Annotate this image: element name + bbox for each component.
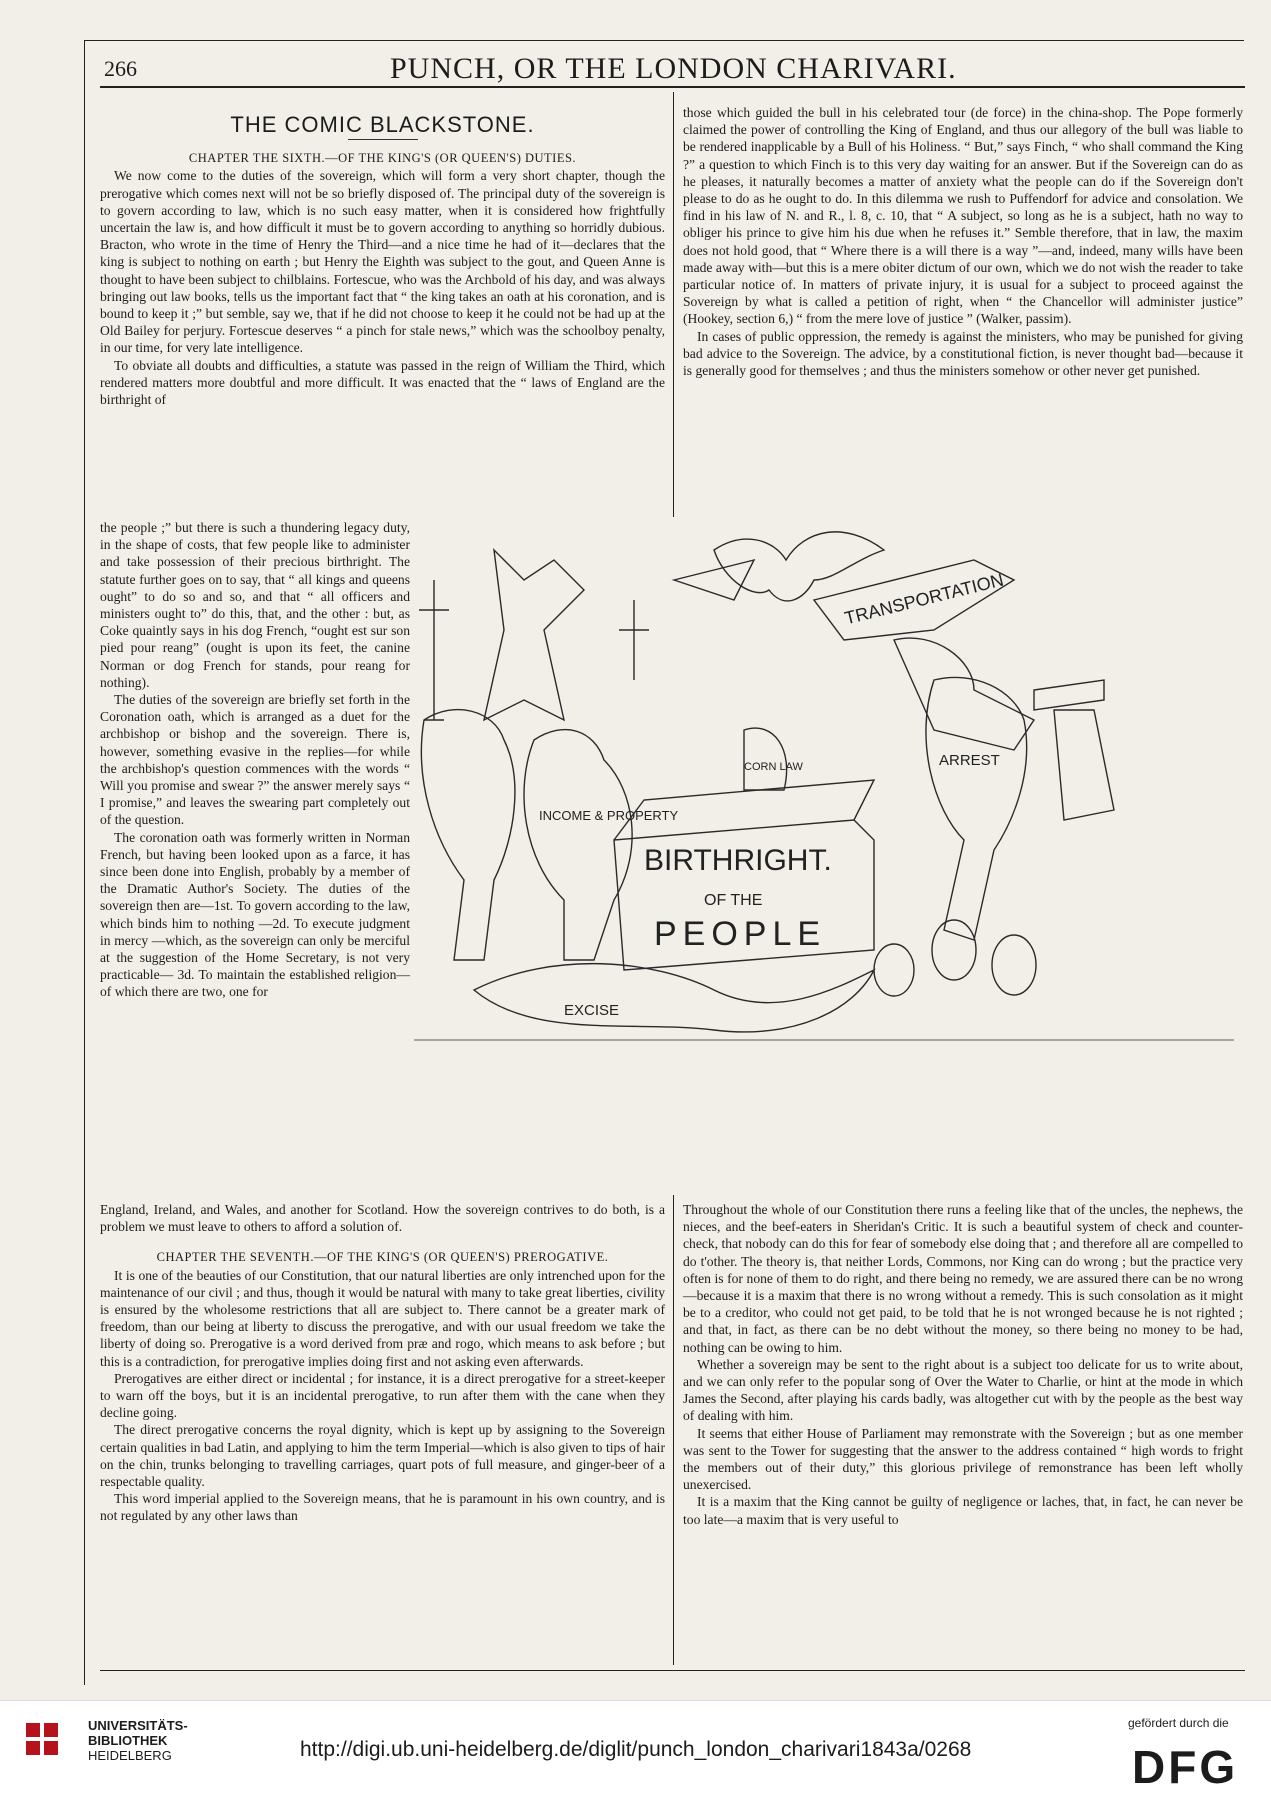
paragraph: In cases of public oppression, the remedy is against the ministers, who may be punished for giving bad advice to the Sovereign. The advice, by a constitutional fiction, is never thought bad—because it is generally good for themselves ; and thus the ministers somehow or other never get punished. [683, 328, 1243, 379]
paragraph: Prerogatives are either direct or incidental ; for instance, it is a direct prerogative for a street-keeper to warn off the boys, but it is an incidental prerogative, to run after them with the cane when they decline going. [100, 1370, 665, 1421]
dfg-logo: DFG [1132, 1741, 1239, 1793]
barrel [874, 944, 914, 996]
chest-label-2: OF THE [704, 892, 763, 909]
left-column-top [100, 98, 665, 408]
paragraph: the people ;” but there is such a thundering legacy duty, in the shape of costs, that few people like to administer and take possession of their precious birthright. The statute further goes on to say, that “ all kings and queens ought” to do so and so, and that “ all officers and ministers ought to” do this, that, and the other : but, as Coke quaintly says in his dog French, “ought est sur son pied pour reang” (ought is upon its feet, the canine Norman or dog French for stands, pour reang for nothing). [100, 520, 410, 690]
paragraph: This word imperial applied to the Sovereign means, that he is paramount in his own country, and is not regulated by any other laws than [100, 1491, 665, 1524]
paragraph: The direct prerogative concerns the royal dignity, which is kept up by assigning to the Sovereign certain qualities in bad Latin, and applying to him the term Imperial—which is also given to tips of hair on the chin, trunks belonging to travelling carriages, quart pots of full measure, and ginger-beer of a respectable quality. [100, 1422, 665, 1490]
winged-figure [894, 638, 1034, 750]
puppet-left [419, 580, 449, 720]
paragraph: To obviate all doubts and difficulties, a statute was passed in the reign of William the Third, which rendered matters more doubtful and more difficult. It was enacted that the “ laws of England are the birthright of [100, 357, 665, 408]
right-column-bottom [683, 1201, 1243, 1528]
paragraph: The coronation oath was formerly written in Norman French, but having been looked upon as a farce, it has since been done into English, probably by a member of the Dramatic Author's Society. The duties of the sovereign then are—1st. To govern according to the law, which binds him to nothing —2d. To execute judgment in mercy —which, as the sovereign can only be merciful at the suggestion of the Home Secretary, is not very practicable— 3d. To maintain the established religion—of which there are two, one for [100, 829, 410, 1000]
chapter-heading: CHAPTER THE SIXTH.—OF THE KING'S (OR QUEEN'S) DUTIES. [188, 151, 577, 166]
excise-dragon [474, 964, 874, 1032]
paragraph: those which guided the bull in his celebrated tour (de force) in the china-shop. The Pope formerly claimed the power of controlling the King of England, and thus our allegory of the bull was liable to be rendered inapplicable by a Bull of his Holiness. “ But,” says Finch, “ who shall command the King ?” a question to which Finch is to this very day waiting for an answer. But if the Sovereign can do as he pleases, it naturally becomes a matter of anxiety what the people can do if the Sovereign don't please to do as he ought to do. In this dilemma we rush to Puffendorf for advice and consolation. We find in his law of N. and R., l. 8, c. 10, that “ A subject, so long as he is a subject, hath no way to obliger his prince to give him his due when he refuses it.” Semble therefore, that in law, the maxim does not hold good, that “ Where there is a will there is a way ”—and, indeed, many wills have been made away with—but this is a mere obiter dictum of our own, which we do not wish the reader to take particular notice of. In matters of private injury, it is usual for a subject to proceed against the Sovereign by what is called a petition of right, when “ the Chancellor will administer justice” (Hookey, section 6,) “ from the mere love of justice ” (Walker, passim). [683, 105, 1243, 327]
paragraph: Throughout the whole of our Constitution there runs a feeling like that of the uncles, the nephews, the nieces, and the beef-eaters in Sheridan's Critic. It is such a beautiful system of check and counter-check, that nobody can do this for fear of somebody else doing that ; and therefore all are compelled to do t'other. The theory is, that neither Lords, Commons, nor King can do wrong ; but the practice very often is for none of them to do right, and there being no remedy, we are assured there can be no wrong—because it is a maxim that there is no wrong without a remedy. This is such consolation as it might be to a creditor, who could not get paid, to be told that he is not wronged because he is not righted ; and that, in fact, as there can be no debt without the money, so there being no money to be had, nothing can be owing to him. [683, 1202, 1243, 1355]
chest-label-1: BIRTHRIGHT. [644, 844, 832, 877]
paragraph: We now come to the duties of the sovereign, which will form a very short chapter, though the prerogative which comes next will not be so briefly disposed of. The principal duty of the sovereign is to govern according to law, which is no such easy matter, when it is considered how frightfully uncertain the law is, and how difficult it must be to govern according to anything so horridly dubious. Bracton, who wrote in the time of Henry the Third—and a nice time he had of it—declares that the king is subject to nothing on earth ; but Henry the Eighth was subject to the gout, and Queen Anne is thought to have been subject to chilblains. Fortescue, who was the Archbold of his day, and was always bringing out law books, tells us the important fact that “ the king takes an oath at his coronation, and is bound to keep it ;” but semble, say we, that if he did not choose to keep it he could not be had up at the Old Bailey for perjury. Fortescue deserves “ a pinch for stale news,” which was the schoolboy penalty, in our time, for very late intelligence. [100, 168, 665, 356]
heading-rule [348, 139, 418, 140]
corn-law-label: CORN LAW [744, 761, 803, 773]
heidelberg-logo-icon [22, 1717, 80, 1767]
left-column-bottom [100, 1201, 665, 1525]
stout-man [421, 710, 515, 960]
library-name [88, 1718, 188, 1763]
barrel [992, 935, 1036, 995]
cartoon-illustration [414, 520, 1244, 1182]
arrest-label: ARREST [939, 752, 1000, 769]
bat-wing-left [674, 560, 754, 600]
page-number: 266 [104, 56, 137, 81]
excise-label: EXCISE [564, 1002, 620, 1019]
right-column-top [683, 104, 1243, 379]
library-line: HEIDELBERG [88, 1748, 172, 1763]
frame-left-rule [84, 40, 85, 1685]
paragraph: It is one of the beauties of our Constitution, that our natural liberties are only intrenched upon for the maintenance of our civil ; and thus, though it would be natural with many to take great liberties, civility is ensured by the wholesome restrictions that all are subject to. There cannot be a greater mark of freedom, than our being at liberty to discuss the prerogative, and with our usual freedom we take the liberty of doing so. Prerogative is a word derived from præ and rogo, which means to ask before ; but this is a contradiction, for prerogative implies doing first and not asking even afterwards. [100, 1267, 665, 1369]
income-sack-label: INCOME & PROPERTY [539, 808, 679, 823]
chest-label-3: PEOPLE [654, 915, 827, 953]
income-sack-man [524, 730, 632, 960]
library-line: UNIVERSITÄTS- [88, 1718, 188, 1733]
source-url-link[interactable]: http://digi.ub.uni-heidelberg.de/diglit/punch_london_charivari1843a/0268 [300, 1738, 972, 1761]
paragraph: The duties of the sovereign are briefly set forth in the Coronation oath, which is arranged as a duet for the archbishop or bishop and the sovereign. There is, however, something evasive in the replies—for while the archbishop's question commences with the words “ Will you promise and swear ?” the answer merely says “ I promise,” and leaves the swearing part completely out of the question. [100, 692, 410, 828]
top-hat-man [1034, 680, 1114, 820]
paragraph: It seems that either House of Parliament may remonstrate with the Sovereign ; but as one member was sent to the Tower for suggesting that the answer to the address contained “ high words to fright the members out of their duty,” this glorious privilege of remonstrance has been left wholly unexercised. [683, 1425, 1243, 1493]
library-line: BIBLIOTHEK [88, 1733, 168, 1748]
column-divider-lower [673, 1195, 674, 1665]
bottom-rule [100, 1670, 1245, 1671]
banner-label: TRANSPORTATION [842, 569, 1006, 629]
paragraph: England, Ireland, and Wales, and another for Scotland. How the sovereign contrives to do both, is a problem we must leave to others to afford a solution of. [100, 1202, 665, 1235]
header-rule [100, 86, 1245, 88]
puppet-right [619, 600, 649, 680]
paragraph: It is a maxim that the King cannot be guilty of negligence or laches, that, in fact, he can never be too late—a maxim that is very useful to [683, 1494, 1243, 1527]
arrest-figure [926, 677, 1027, 940]
chapter-heading: CHAPTER THE SEVENTH.—OF THE KING'S (OR QUEEN'S) PREROGATIVE. [156, 1250, 609, 1265]
paragraph: Whether a sovereign may be sent to the right about is a subject too delicate for us to write about, and we can only refer to the popular song of Over the Water to Charlie, or hint at the mode in which James the Second, after playing his cards badly, was altogether cut with by the people as the best way of dealing with him. [683, 1356, 1243, 1424]
masthead-title: PUNCH, OR THE LONDON CHARIVARI. [390, 52, 957, 85]
frame-top-rule [84, 40, 1244, 41]
barrel [932, 920, 976, 980]
puppet-master [484, 550, 584, 720]
left-column-narrow [100, 519, 410, 1001]
corn-law-sack [744, 728, 787, 790]
funded-by-label: gefördert durch die [1128, 1716, 1229, 1730]
article-heading: THE COMIC BLACKSTONE. [230, 112, 535, 137]
column-divider [673, 92, 674, 517]
